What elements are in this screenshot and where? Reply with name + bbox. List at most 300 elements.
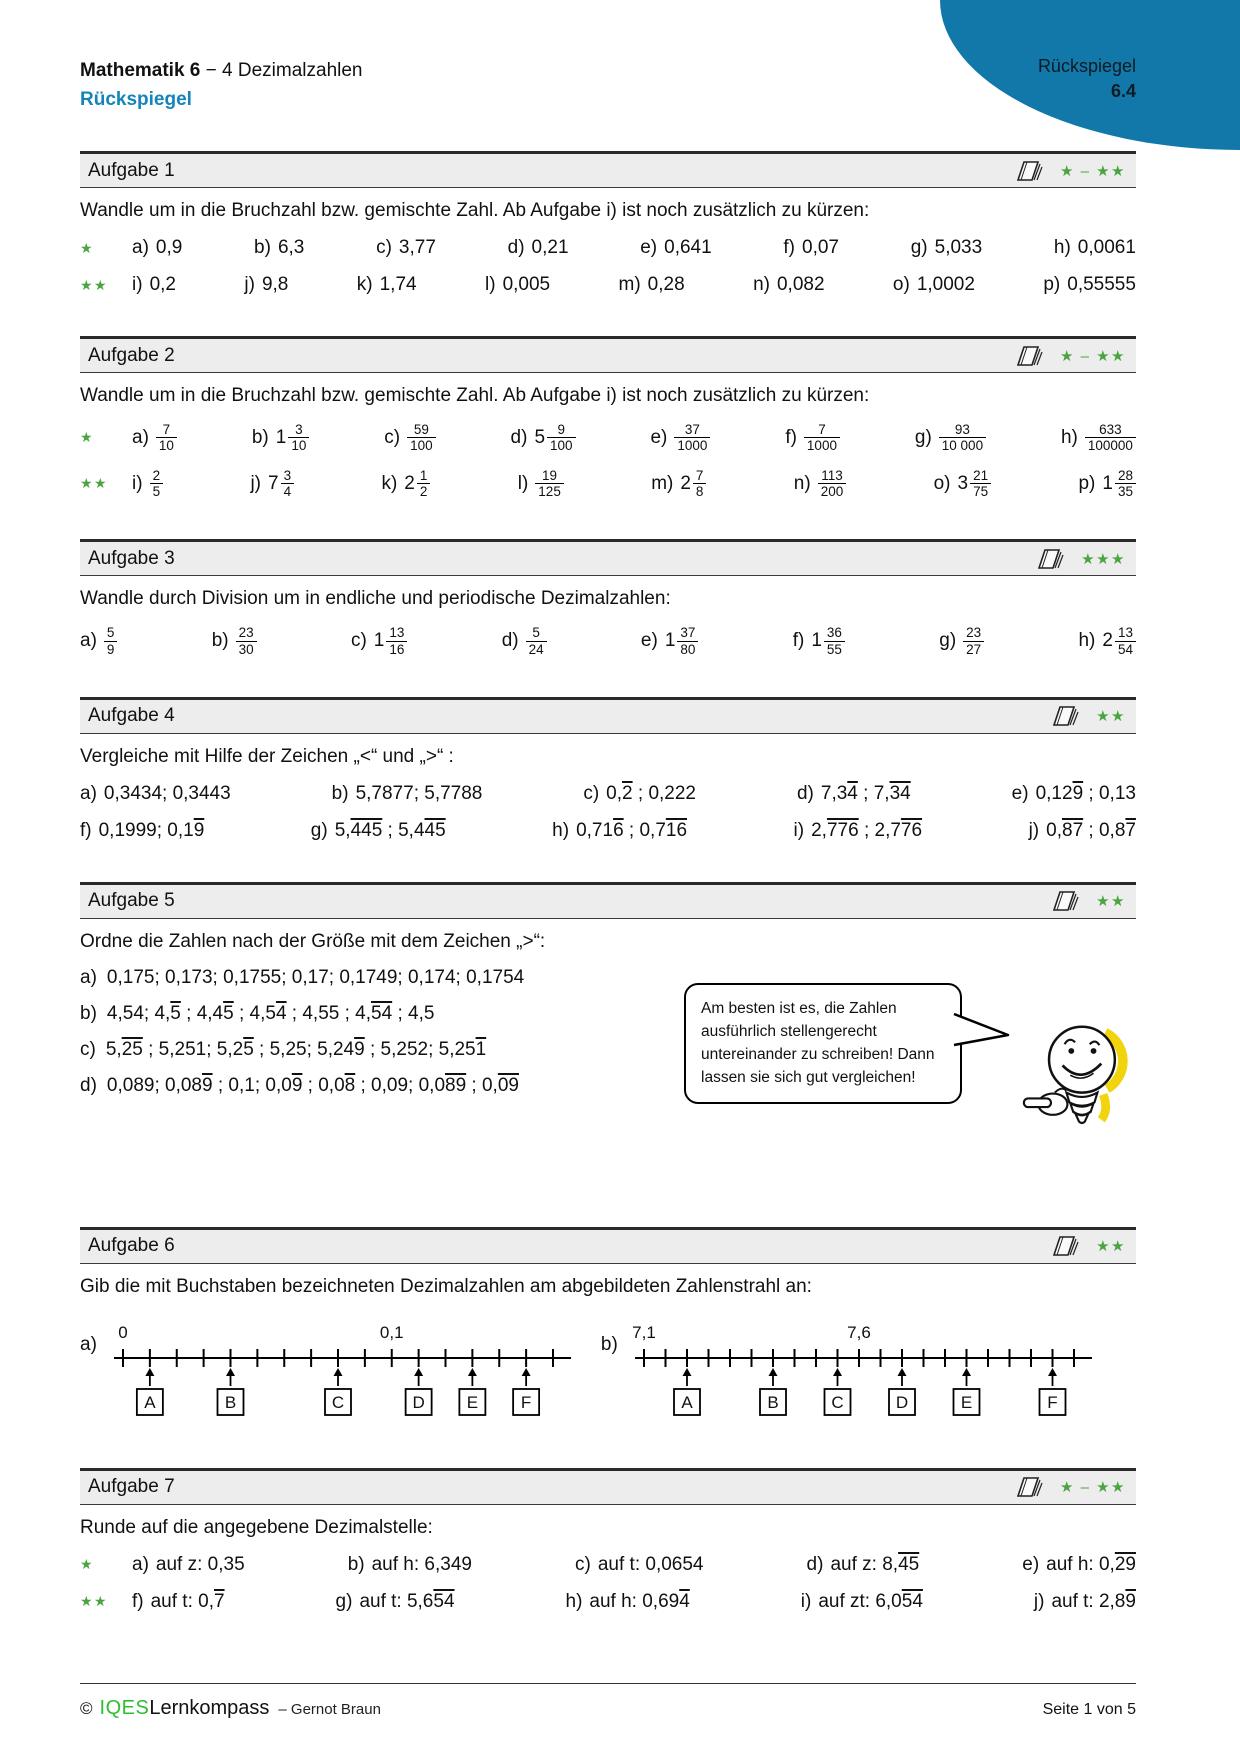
letter-label: D (412, 1392, 425, 1412)
fraction-numerator: 113 (821, 468, 843, 484)
fraction-numerator: 28 (1117, 468, 1133, 484)
letter-label: A (144, 1392, 156, 1412)
notebook-icon (1012, 1474, 1044, 1500)
task-row-items (132, 237, 1136, 259)
numberline-start-label: 7,1 (631, 1322, 656, 1342)
item-label: b) (331, 782, 349, 804)
item-label: f) (132, 1590, 144, 1612)
fraction-denominator: 10 (288, 437, 309, 453)
fraction (535, 468, 564, 499)
number-text: 0,082 (776, 274, 825, 295)
periodic-overline: 45 (424, 819, 446, 841)
fraction-denominator: 10 000 (939, 437, 986, 453)
task-item (797, 783, 911, 805)
item-label: j) (250, 472, 261, 494)
periodic-overline: 776 (826, 819, 859, 841)
item-value (532, 237, 569, 258)
task-item (132, 422, 177, 453)
fraction-stack (1115, 468, 1136, 499)
task-item (351, 625, 407, 656)
item-label: h) (1053, 237, 1071, 258)
task-item (336, 1591, 455, 1613)
item-label: b) (211, 630, 229, 652)
task-header (80, 336, 1136, 373)
numberline-group (80, 1316, 575, 1428)
fraction-numerator: 21 (973, 468, 989, 484)
fraction-numerator: 59 (413, 422, 429, 437)
page-footer (80, 1683, 1136, 1720)
task-title: Aufgabe 4 (88, 705, 175, 727)
item-label: d) (510, 426, 528, 448)
fraction (939, 422, 986, 453)
number-text: 3,77 (398, 237, 436, 258)
periodic-overline: 89 (445, 1074, 467, 1096)
task-section-3 (80, 539, 1136, 656)
fraction-numerator: 13 (1117, 625, 1133, 641)
item-value (150, 274, 176, 295)
number-text: 1,0002 (916, 274, 975, 295)
number-text: 1,74 (379, 274, 417, 295)
periodic-overline: 45 (898, 1553, 920, 1575)
number-text: 4,54; 4, (106, 1002, 171, 1024)
row-difficulty-stars: ★ (80, 429, 95, 446)
item-label: f) (792, 630, 805, 652)
number-text: ; 4,5 (233, 1002, 276, 1024)
letter-arrowhead (682, 1368, 691, 1376)
fraction-numerator: 1 (419, 468, 428, 484)
item-label: a) (80, 630, 97, 652)
task-header-right (1012, 1474, 1126, 1500)
fraction-numerator: 5 (106, 625, 115, 641)
task-item (1029, 820, 1136, 842)
task-body (80, 1554, 1136, 1613)
page-number: Seite 1 von 5 (1042, 1701, 1136, 1718)
item-label: g) (335, 1590, 353, 1612)
author-name: – Gernot Braun (278, 1701, 381, 1718)
task-instruction: Ordne die Zahlen nach der Größe mit dem Zeichen „>“: (80, 930, 546, 952)
numberline-mid-label: 7,6 (846, 1322, 871, 1342)
fraction-denominator: 30 (236, 641, 257, 657)
item-value (664, 625, 699, 657)
fraction-denominator: 35 (1115, 483, 1136, 499)
task-item (80, 783, 231, 805)
task-header-right (1033, 546, 1126, 572)
item-label: d) (501, 630, 519, 652)
task-header-right (1048, 888, 1126, 914)
letter-label: B (767, 1392, 779, 1412)
item-value (606, 783, 696, 804)
task-item (518, 468, 564, 499)
task-item (575, 1554, 703, 1576)
task-item (1012, 783, 1136, 805)
fraction-whole: 1 (373, 630, 385, 652)
task-instruction: Wandle durch Division um in endliche und periodische Dezimalzahlen: (80, 588, 671, 610)
fraction (404, 468, 430, 499)
item-label: h) (1078, 630, 1096, 652)
task-title: Aufgabe 6 (88, 1235, 175, 1257)
lightbulb-mascot (1020, 1005, 1136, 1155)
number-text: auf t: 5,6 (359, 1590, 434, 1612)
item-value (268, 468, 294, 500)
number-text: ; 5,4 (382, 819, 425, 841)
periodic-overline: 29 (1114, 1553, 1136, 1575)
fraction-numerator: 633 (1099, 422, 1122, 437)
item-value (935, 237, 983, 258)
fraction-whole: 1 (664, 630, 676, 652)
fraction-denominator: 200 (818, 483, 847, 499)
fraction-stack (824, 625, 845, 656)
number-text: ; 0,7 (623, 819, 666, 841)
document-header (0, 0, 1240, 111)
numberline-start-label: 0 (118, 1322, 128, 1342)
item-value (576, 820, 687, 841)
periodic-overline: 7 (213, 1590, 225, 1612)
fraction (534, 422, 575, 453)
item-value (1051, 1591, 1136, 1612)
item-label: l) (485, 274, 496, 295)
task-section-6 (80, 1227, 1136, 1428)
number-text: ; 4,4 (180, 1002, 224, 1024)
notebook-icon (1012, 158, 1044, 184)
number-text: auf t: 2,8 (1051, 1590, 1126, 1612)
number-text: 0,089; 0,08 (106, 1074, 202, 1096)
number-text: auf h: 6,349 (371, 1553, 472, 1575)
letter-arrowhead (833, 1368, 842, 1376)
item-label: o) (933, 472, 951, 494)
fraction-denominator: 1000 (804, 437, 840, 453)
fraction-whole: 3 (957, 472, 969, 494)
task-row-items (80, 820, 1136, 842)
task-row (80, 468, 1136, 499)
letter-label: D (895, 1392, 908, 1412)
fraction-denominator: 100 (547, 437, 576, 453)
task-item (132, 274, 176, 296)
fraction-numerator: 37 (684, 422, 700, 437)
task-item (753, 274, 824, 296)
letter-label: E (466, 1392, 478, 1412)
number-text: ; 0, (466, 1074, 498, 1096)
periodic-overline: 54 (371, 1002, 393, 1024)
copyright-symbol: © (80, 1699, 93, 1718)
task-item (252, 422, 310, 453)
item-value (939, 422, 986, 454)
periodic-overline: 9 (193, 819, 205, 841)
periodic-overline: 8 (344, 1074, 356, 1096)
periodic-overline: 9 (354, 1038, 365, 1060)
numberline-svg (105, 1316, 575, 1428)
fraction (818, 468, 847, 499)
difficulty-stars: ★★★ (1081, 550, 1126, 568)
item-value (278, 237, 304, 258)
task-header-right (1012, 343, 1126, 369)
item-value (404, 468, 430, 500)
fraction-denominator: 75 (970, 483, 991, 499)
fraction-stack (1085, 422, 1136, 453)
task-header (80, 1468, 1136, 1505)
task-header (80, 151, 1136, 188)
numberline-label: b) (600, 1333, 618, 1355)
item-label: p) (1078, 472, 1096, 494)
task-item (1078, 625, 1136, 656)
task-header (80, 882, 1136, 919)
fraction-stack (407, 422, 436, 453)
number-text: 0,0061 (1077, 237, 1136, 258)
fraction (665, 625, 699, 656)
fraction-whole: 1 (811, 630, 822, 652)
task-section-5 (80, 882, 1136, 1187)
fraction-stack (104, 625, 118, 656)
number-text: ; 0,1; 0,0 (212, 1074, 292, 1096)
fraction-stack (674, 422, 710, 453)
task-body (80, 625, 1136, 656)
fraction (526, 625, 547, 656)
fraction-whole: 1 (275, 426, 287, 448)
periodic-overline: 9 (202, 1074, 213, 1096)
letter-arrowhead (962, 1368, 971, 1376)
row-difficulty-stars: ★ (80, 1556, 95, 1573)
task-item (583, 783, 696, 805)
number-text: ; 0,13 (1083, 782, 1136, 804)
task-row-items (80, 625, 1136, 656)
task-item (254, 237, 304, 259)
brand-lernkompass: Lernkompass (149, 1697, 270, 1719)
fraction-numerator: 7 (162, 422, 171, 437)
item-value (1102, 468, 1136, 500)
number-text: auf t: 0,0654 (597, 1553, 704, 1575)
number-text: 0, (1046, 819, 1062, 841)
item-value (107, 1075, 519, 1096)
fraction-numerator: 7 (818, 422, 826, 437)
fraction-stack (939, 422, 986, 453)
item-value (1085, 422, 1136, 454)
item-value (811, 820, 922, 841)
fraction-numerator: 37 (680, 625, 696, 641)
task-row (80, 422, 1136, 453)
item-value (373, 625, 408, 657)
periodic-overline: 09 (497, 1074, 519, 1096)
item-label: h) (565, 1590, 583, 1612)
item-value (957, 468, 992, 500)
task-item (1022, 1554, 1136, 1576)
letter-arrowhead (1048, 1368, 1057, 1376)
item-value (811, 625, 845, 657)
fraction-denominator: 1000 (674, 437, 710, 453)
number-text: 0,175; 0,173; 0,1755; 0,17; 0,1749; 0,174; 0,1754 (106, 966, 525, 988)
fraction-numerator: 23 (966, 625, 982, 641)
number-text: 0,005 (502, 274, 551, 295)
corner-tab (940, 0, 1240, 150)
item-value (1036, 783, 1136, 804)
item-value (150, 468, 164, 500)
item-label: n) (753, 274, 770, 295)
fraction-stack (281, 468, 295, 499)
fraction-whole: 7 (268, 472, 279, 494)
task-item (650, 422, 710, 453)
letter-arrowhead (145, 1368, 154, 1376)
difficulty-stars: ★★ (1096, 708, 1126, 726)
task-item (552, 820, 687, 842)
fraction (374, 625, 408, 656)
number-text: 5, (334, 819, 351, 841)
item-value (804, 422, 840, 454)
brand-iqes: IQES (99, 1697, 150, 1719)
item-value (356, 783, 483, 804)
number-text: auf z: 8, (830, 1553, 899, 1575)
item-label: m) (651, 472, 674, 494)
item-label: j) (244, 274, 255, 295)
fraction-denominator: 4 (281, 483, 295, 499)
periodic-overline: 7 (1125, 819, 1136, 841)
task-item (80, 625, 117, 656)
fraction-stack (693, 468, 707, 499)
item-label: a) (80, 966, 97, 988)
task-section-1 (80, 151, 1136, 296)
fraction-denominator: 2 (417, 483, 431, 499)
notebook-icon (1048, 703, 1080, 729)
fraction-stack (386, 625, 407, 656)
task-row-items (132, 468, 1136, 499)
fraction (958, 468, 992, 499)
task-item (1034, 1591, 1136, 1613)
item-value (151, 1591, 225, 1612)
task-row (80, 237, 1136, 259)
periodic-overline: 54 (901, 1590, 923, 1612)
document-subtitle: Rückspiegel (80, 89, 192, 110)
item-value (407, 422, 436, 454)
item-value (917, 274, 975, 295)
item-value (372, 1554, 472, 1575)
fraction-numerator: 13 (389, 625, 405, 641)
task-section-7 (80, 1468, 1136, 1613)
fraction-numerator: 36 (826, 625, 842, 641)
item-value (589, 1591, 689, 1612)
number-text: 0, (606, 782, 623, 804)
letter-label: C (831, 1392, 844, 1412)
periodic-overline: 5 (170, 1002, 181, 1024)
number-text: ; 5,25; 5,24 (253, 1038, 355, 1060)
item-value (830, 1554, 919, 1575)
item-label: d) (507, 237, 525, 258)
fraction-stack (526, 625, 547, 656)
worksheet-body (0, 151, 1240, 1613)
item-label: a) (132, 426, 149, 448)
item-value (156, 1554, 245, 1575)
fraction-denominator: 100000 (1085, 437, 1136, 453)
task-title: Aufgabe 2 (88, 344, 175, 366)
task-instruction: Wandle um in die Bruchzahl bzw. gemischte Zahl. Ab Aufgabe i) ist noch zusätzlich zu kürzen: (80, 200, 870, 221)
fraction-whole: 2 (680, 472, 691, 494)
course-chapter: − 4 Dezimalzahlen (200, 60, 363, 81)
fraction-numerator: 5 (532, 625, 540, 641)
fraction-denominator: 125 (535, 483, 564, 499)
task-row-items (80, 783, 1136, 805)
item-label: l) (517, 472, 529, 494)
task-title: Aufgabe 5 (88, 890, 175, 912)
task-row (80, 783, 1136, 805)
number-text: 0,9 (155, 237, 183, 258)
fraction-denominator: 10 (156, 437, 177, 453)
item-value (236, 625, 257, 657)
item-label: d) (806, 1553, 824, 1575)
notebook-icon (1048, 1233, 1080, 1259)
task-row-items (132, 422, 1136, 453)
item-value (156, 422, 177, 454)
number-text: 7,3 (820, 782, 848, 804)
task-section-4 (80, 697, 1136, 842)
item-label: e) (650, 426, 668, 448)
task-item (1078, 468, 1136, 499)
speech-bubble (684, 983, 962, 1104)
fraction-stack (970, 468, 991, 499)
task-body (80, 422, 1136, 499)
fraction-stack (288, 422, 309, 453)
periodic-overline: 6 (613, 819, 624, 841)
task-item (376, 237, 436, 259)
item-value (107, 1003, 435, 1024)
item-value (526, 625, 547, 657)
item-value (802, 237, 839, 258)
task-item (348, 1554, 472, 1576)
letter-label: A (681, 1392, 693, 1412)
fraction-numerator: 9 (557, 422, 566, 437)
task-item (250, 468, 294, 499)
item-label: a) (132, 237, 149, 258)
fraction-numerator: 7 (695, 468, 704, 484)
task-body (80, 783, 1136, 842)
fraction (156, 422, 177, 453)
number-text: 0,21 (531, 237, 569, 258)
task-row-items (132, 274, 1136, 296)
item-label: i) (793, 819, 805, 841)
task-header-right (1048, 703, 1126, 729)
letter-arrowhead (226, 1368, 235, 1376)
item-label: a) (80, 782, 97, 804)
item-value (262, 274, 288, 295)
periodic-overline: 76 (900, 819, 923, 841)
task-item (244, 274, 288, 296)
periodic-overline: 5 (223, 1002, 234, 1024)
item-value (156, 237, 182, 258)
corner-number: 6.4 (1110, 81, 1136, 101)
letter-arrowhead (333, 1368, 342, 1376)
task-item (911, 237, 982, 259)
difficulty-stars: ★ – ★★ (1059, 162, 1126, 180)
item-value (680, 468, 706, 500)
periodic-overline: 9 (291, 1074, 303, 1096)
number-text: auf z: 0,35 (155, 1553, 245, 1575)
fraction-stack (156, 422, 177, 453)
notebook-icon (1012, 343, 1044, 369)
fraction-whole: 5 (534, 426, 546, 448)
item-label: b) (347, 1553, 365, 1575)
fraction-denominator: 16 (386, 641, 407, 657)
task-item (384, 422, 435, 453)
number-text: 5,7877; 5,7788 (355, 782, 483, 804)
item-value (598, 1554, 704, 1575)
number-text: 0,55555 (1067, 274, 1136, 295)
periodic-overline: 25 (121, 1038, 143, 1060)
fraction-whole: 2 (1102, 630, 1113, 652)
item-label: j) (1028, 819, 1040, 841)
periodic-overline: 1 (475, 1038, 487, 1060)
fraction (1102, 625, 1136, 656)
fraction (674, 422, 710, 453)
fraction (104, 625, 118, 656)
fraction (1085, 422, 1136, 453)
number-text: ; 4,5 (392, 1002, 435, 1024)
item-label: d) (80, 1074, 97, 1096)
task-row (80, 1591, 1136, 1613)
